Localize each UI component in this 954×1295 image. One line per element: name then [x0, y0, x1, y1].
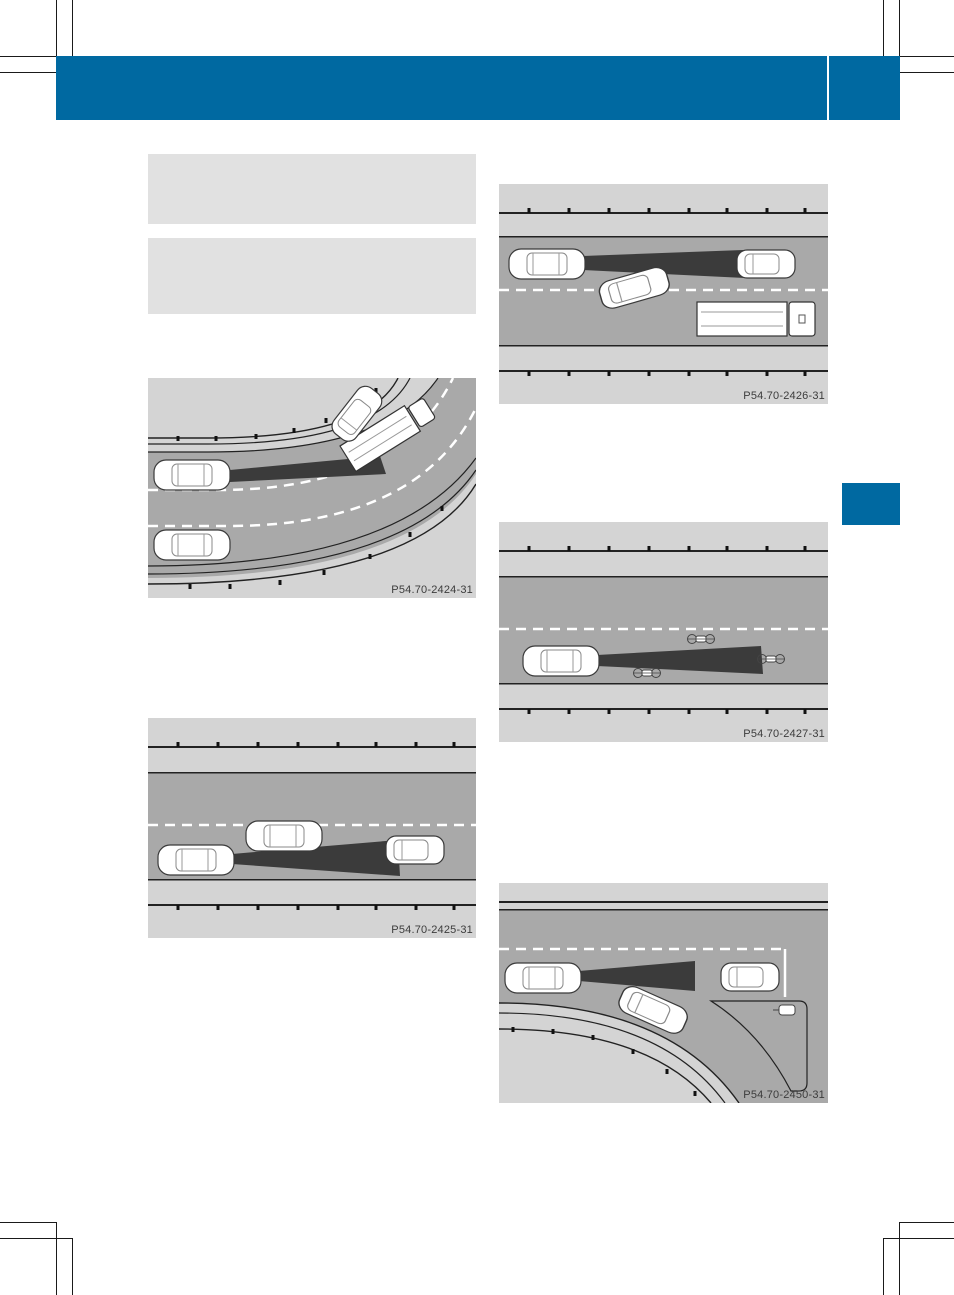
- crop-mark: [72, 0, 73, 56]
- figure-code: P54.70-2427-31: [743, 728, 825, 740]
- note-box: [148, 238, 476, 314]
- crop-mark: [72, 1238, 73, 1295]
- figure-vehicle-ahead: [148, 718, 476, 938]
- crop-mark: [0, 56, 56, 57]
- crop-mark: [0, 1238, 72, 1239]
- crop-mark: [899, 1222, 900, 1295]
- figure-code: P54.70-2424-31: [391, 584, 473, 596]
- chapter-side-tab: [842, 483, 900, 525]
- crop-mark: [900, 56, 954, 57]
- figure-curve-road: [148, 378, 476, 598]
- crop-mark: [56, 1222, 57, 1295]
- header-bar: [56, 56, 827, 120]
- crop-mark: [883, 1238, 954, 1239]
- figure-code: P54.70-2425-31: [391, 924, 473, 936]
- header-tab: [829, 56, 900, 120]
- figure-turning-vehicle: [499, 883, 828, 1103]
- crop-mark: [883, 1238, 884, 1295]
- crop-mark: [900, 1222, 954, 1223]
- figure-cyclists: [499, 522, 828, 742]
- figure-code: P54.70-2426-31: [743, 390, 825, 402]
- figure-truck-adjacent-lane: [499, 184, 828, 404]
- note-box: [148, 154, 476, 224]
- crop-mark: [0, 1222, 56, 1223]
- figure-code: P54.70-2450-31: [743, 1089, 825, 1101]
- crop-mark: [883, 0, 884, 56]
